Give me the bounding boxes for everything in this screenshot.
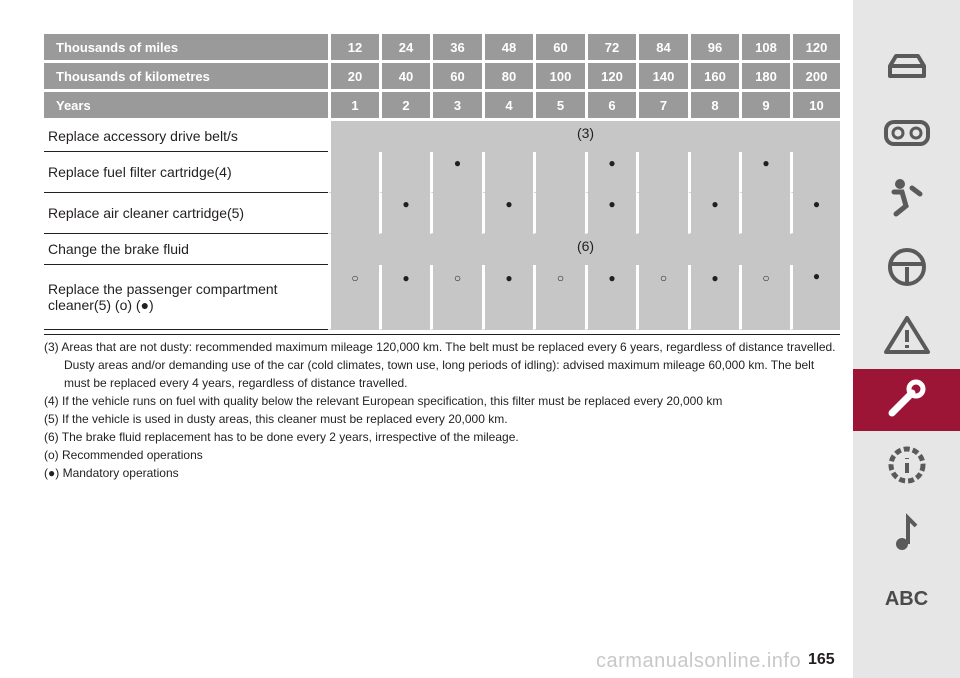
schedule-cell: [585, 193, 636, 234]
header-cell: 108: [739, 34, 790, 63]
schedule-cell: [636, 152, 688, 193]
footnote: (o) Recommended operations: [44, 448, 203, 462]
schedule-cell: [739, 265, 790, 330]
mark: ○: [351, 271, 359, 285]
footnote: (6) The brake fluid replacement has to be done every 2 years, irrespective of the mileage.: [44, 430, 519, 444]
abc-index-icon: ABC: [884, 587, 929, 610]
header-cell: 20: [328, 63, 379, 92]
header-cell: 140: [636, 63, 688, 92]
schedule-cell: [379, 193, 430, 234]
schedule-cell: [482, 193, 533, 234]
header-cell: 200: [790, 63, 840, 92]
wrench-icon: [882, 379, 932, 421]
schedule-cell: [739, 193, 790, 234]
header-cell: 120: [585, 63, 636, 92]
operation-label: Replace fuel filter cartridge(4): [44, 152, 328, 193]
header-cell: 120: [790, 34, 840, 63]
table-row-drive-belt: [44, 121, 840, 152]
operation-label: Replace accessory drive belt/s: [44, 121, 328, 152]
mark: ●: [711, 271, 719, 285]
schedule-cell: [636, 265, 688, 330]
mark: [691, 152, 739, 156]
mark: [382, 152, 430, 156]
mark: [639, 152, 688, 156]
table-row-fuel-filter: [44, 152, 840, 193]
schedule-cell: [585, 152, 636, 193]
sidebar-item-driving[interactable]: [853, 236, 960, 298]
header-cell: 8: [688, 92, 739, 121]
header-cell: 24: [379, 34, 430, 63]
header-cell: 6: [585, 92, 636, 121]
mark: ○: [453, 271, 462, 285]
schedule-cell: [379, 265, 430, 330]
schedule-cell: [328, 152, 379, 193]
schedule-cell: [533, 193, 585, 234]
header-cell: 84: [636, 34, 688, 63]
header-cell: 12: [328, 34, 379, 63]
table-row-air-cleaner: [44, 193, 840, 234]
mark: ○: [659, 271, 668, 285]
footnotes: [44, 334, 840, 482]
chapter-sidebar: [853, 0, 960, 678]
header-cell: 10: [790, 92, 840, 121]
header-cell: 72: [585, 34, 636, 63]
span-note-cell: (6): [328, 234, 840, 265]
header-label: Thousands of miles: [44, 34, 328, 63]
mark: ●: [812, 197, 821, 211]
sidebar-item-dashboard[interactable]: [853, 102, 960, 164]
header-cell: 80: [482, 63, 533, 92]
dashboard-gauges-icon: [882, 112, 932, 154]
watermark: carmanualsonline.info: [596, 650, 802, 672]
schedule-cell: [790, 152, 840, 193]
operation-label: Change the brake fluid: [44, 234, 328, 265]
header-label: Thousands of kilometres: [44, 63, 328, 92]
schedule-cell: [585, 265, 636, 330]
header-cell: 1: [328, 92, 379, 121]
page-number: 165: [808, 651, 835, 668]
sidebar-item-technical-data[interactable]: [853, 434, 960, 496]
header-cell: 60: [430, 63, 482, 92]
mark: ●: [505, 271, 513, 285]
schedule-cell: [328, 193, 379, 234]
mark: ○: [556, 271, 565, 285]
mark: ●: [402, 271, 410, 285]
schedule-cell: [482, 152, 533, 193]
header-label: Years: [44, 92, 328, 121]
footnote: (●) Mandatory operations: [44, 466, 179, 480]
seat-airbag-icon: [882, 176, 932, 218]
schedule-cell: [430, 152, 482, 193]
mark: ○: [762, 271, 770, 285]
schedule-cell: [379, 152, 430, 193]
mark: ●: [608, 156, 616, 170]
mark: ●: [402, 197, 410, 211]
schedule-cell: [739, 152, 790, 193]
header-cell: 36: [430, 34, 482, 63]
mark: [639, 193, 688, 197]
music-note-icon: [882, 512, 932, 554]
maintenance-schedule: [44, 34, 840, 482]
mark: ●: [608, 197, 616, 211]
table-row-brake-fluid: [44, 234, 840, 265]
sidebar-item-safety[interactable]: [853, 166, 960, 228]
header-cell: 160: [688, 63, 739, 92]
schedule-cell: [688, 152, 739, 193]
mark: [331, 193, 379, 197]
mark: [433, 193, 482, 197]
schedule-cell: [688, 265, 739, 330]
schedule-cell: [688, 193, 739, 234]
header-cell: 7: [636, 92, 688, 121]
sidebar-item-index[interactable]: [853, 568, 960, 630]
header-cell: 180: [739, 63, 790, 92]
schedule-table: [44, 34, 840, 330]
footnote: (3) Areas that are not dusty: recommended maximum mileage 120,000 km. The belt must be replaced every 6 years, regardless of distance travelled. Dusty areas and/or demanding use of the car (cold climates, town use, long periods of idling): advised maximum mileage 60,000 km. The belt must be replaced every 4 years, regardless of distance travelled.: [44, 340, 836, 390]
header-cell: 60: [533, 34, 585, 63]
mark: [536, 193, 585, 197]
mark: ●: [453, 156, 462, 170]
mark: ●: [762, 156, 770, 170]
footnote: (5) If the vehicle is used in dusty areas, this cleaner must be replaced every 20,000 km.: [44, 412, 508, 426]
car-icon: [882, 46, 932, 88]
steering-wheel-icon: [882, 246, 932, 288]
mark: ●: [505, 197, 513, 211]
schedule-cell: [790, 265, 840, 330]
schedule-cell: [430, 193, 482, 234]
warning-triangle-icon: [882, 314, 932, 356]
span-note-cell: (3): [328, 121, 840, 152]
header-cell: 3: [430, 92, 482, 121]
sidebar-item-car[interactable]: [853, 36, 960, 98]
header-cell: 40: [379, 63, 430, 92]
schedule-cell: [482, 265, 533, 330]
schedule-cell: [328, 265, 379, 330]
header-row-kilometres: [44, 63, 840, 92]
mark: [742, 193, 790, 197]
schedule-cell: [636, 193, 688, 234]
sidebar-item-emergency[interactable]: [853, 304, 960, 366]
operation-label: Replace air cleaner cartridge(5): [44, 193, 328, 234]
mark: [485, 152, 533, 156]
header-row-years: [44, 92, 840, 121]
header-cell: 2: [379, 92, 430, 121]
schedule-cell: [790, 193, 840, 234]
schedule-cell: [533, 265, 585, 330]
header-cell: 100: [533, 63, 585, 92]
header-cell: 96: [688, 34, 739, 63]
mark: ●: [608, 271, 616, 285]
sidebar-item-maintenance[interactable]: [853, 369, 960, 431]
sidebar-item-multimedia[interactable]: [853, 502, 960, 564]
mark: [331, 152, 379, 156]
operation-label: Replace the passenger compartment cleaner(5) (o) (●): [44, 265, 328, 330]
mark: ●: [711, 197, 719, 211]
mark: [536, 152, 585, 156]
footnote: (4) If the vehicle runs on fuel with quality below the relevant European specification, this filter must be replaced every 20,000 km: [44, 394, 723, 408]
header-row-miles: [44, 34, 840, 63]
schedule-cell: [430, 265, 482, 330]
mark: ●: [812, 269, 821, 283]
header-cell: 9: [739, 92, 790, 121]
info-gear-icon: [882, 444, 932, 486]
schedule-cell: [533, 152, 585, 193]
header-cell: 4: [482, 92, 533, 121]
mark: [793, 152, 840, 156]
table-row-passenger-cleaner: [44, 265, 840, 330]
header-cell: 5: [533, 92, 585, 121]
header-cell: 48: [482, 34, 533, 63]
